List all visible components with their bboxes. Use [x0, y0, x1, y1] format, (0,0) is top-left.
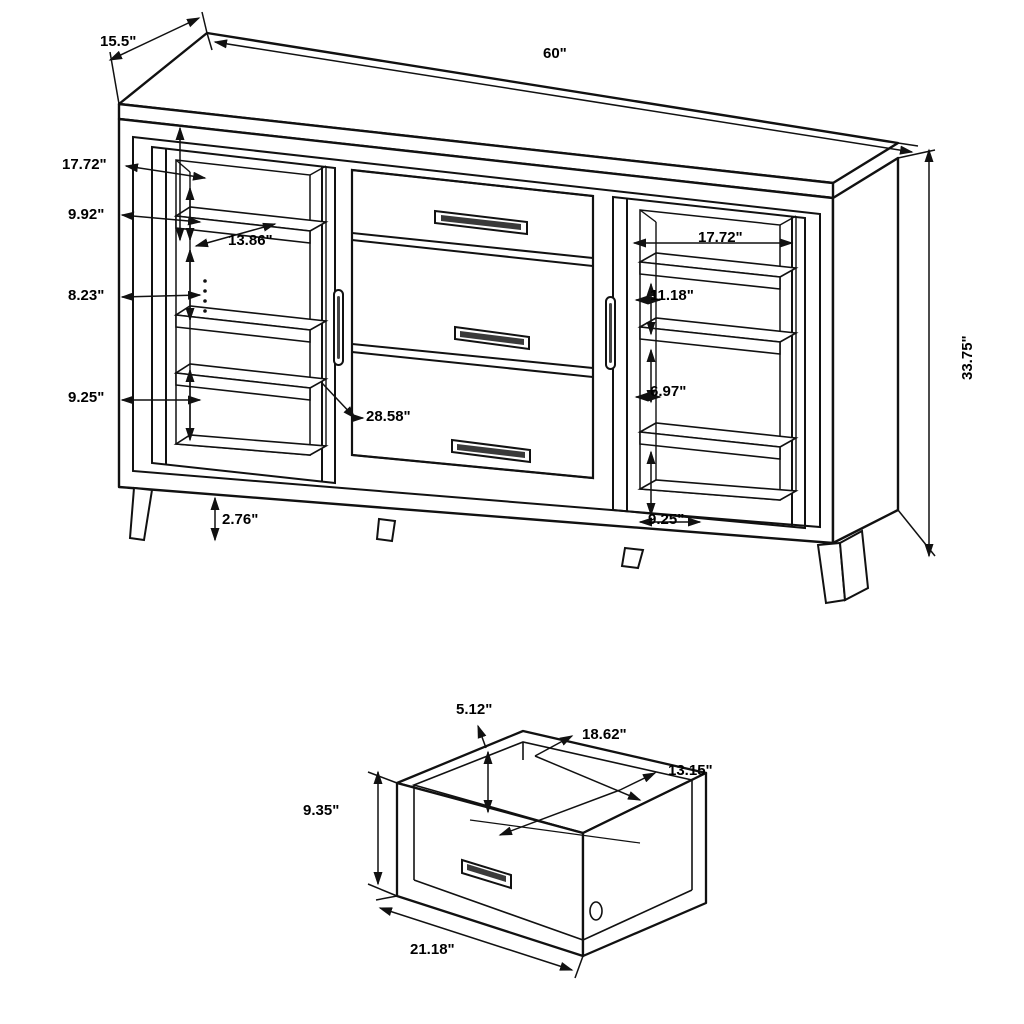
dim-label-left-opening-low: 9.25": [68, 389, 105, 406]
dim-label-left-shelf-top: 17.72": [62, 156, 107, 173]
dim-label-left-opening-upper: 9.92": [68, 206, 105, 223]
dim-label-right-shelf-top: 17.72": [698, 229, 743, 246]
dim-label-base-clearance: 2.76": [222, 511, 259, 528]
dim-label-depth: 15.5": [100, 33, 137, 50]
dim-label-drawer-height: 9.35": [303, 802, 340, 819]
dim-label-right-opening-upper: 11.18": [650, 287, 694, 304]
dim-label-right-opening-mid: 6.97": [650, 383, 687, 400]
right-door-handle: [606, 297, 615, 369]
dim-label-drawer-width-total: 21.18": [410, 941, 455, 958]
dim-label-drawer-interior-width: 18.62": [582, 726, 627, 743]
left-door-handle: [334, 290, 343, 365]
dim-label-width: 60": [543, 45, 567, 62]
dim-label-drawer-interior-depth: 13.15": [668, 762, 713, 779]
dim-label-right-opening-low: 9.25": [648, 511, 685, 528]
dim-label-height: 33.75": [959, 335, 976, 380]
dim-label-drawer-width: 28.58": [366, 408, 411, 425]
dim-label-left-shelf-depth: 13.86": [228, 232, 273, 249]
dim-label-drawer-interior-front: 5.12": [456, 701, 493, 718]
drawer-detail-outline: [397, 731, 706, 956]
dim-label-left-opening-mid: 8.23": [68, 287, 105, 304]
